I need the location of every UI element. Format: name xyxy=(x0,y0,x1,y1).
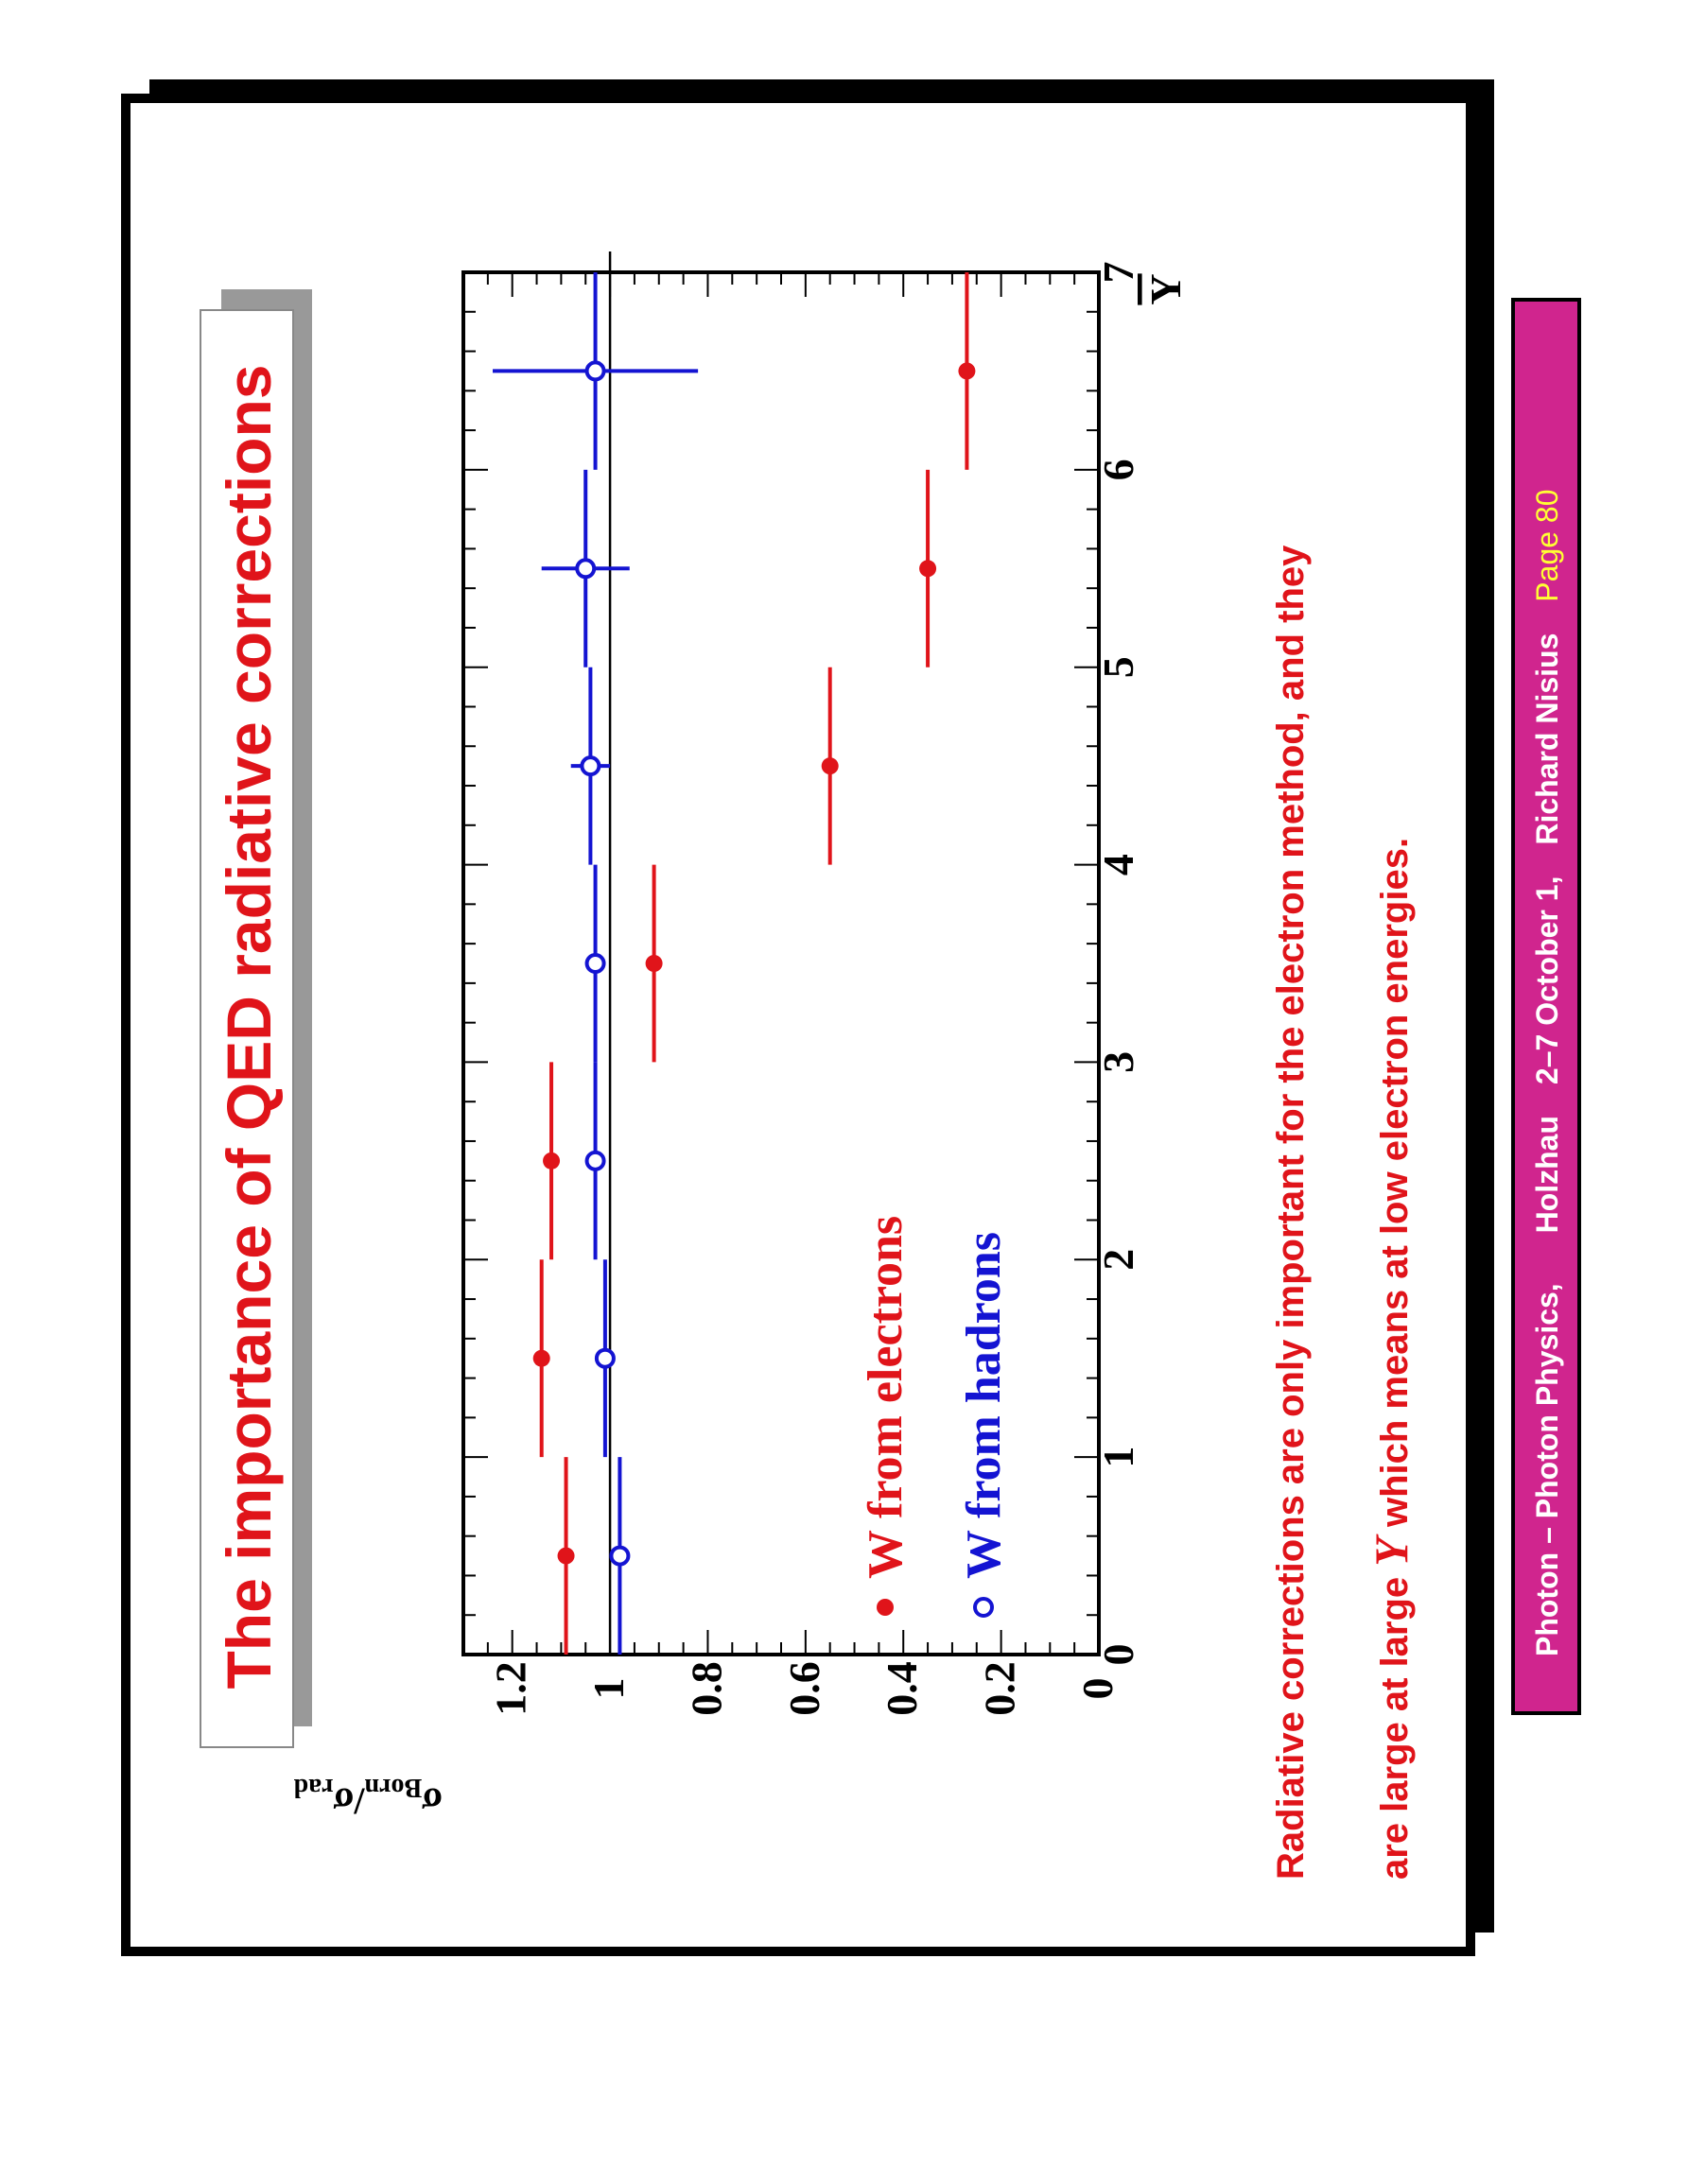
data-point xyxy=(558,1548,575,1565)
data-point xyxy=(597,1350,614,1367)
x-tick-label: 6 xyxy=(1094,459,1142,481)
y-tick-label: 0.4 xyxy=(878,1661,927,1716)
legend-marker-electrons xyxy=(877,1599,894,1616)
x-axis-label: Y xyxy=(1141,273,1190,305)
y-tick-label: 0.6 xyxy=(779,1661,828,1716)
data-point xyxy=(577,560,594,577)
data-point xyxy=(543,1153,560,1170)
data-point xyxy=(958,362,975,379)
caption-line-1: Radiative corrections are only important for the electron method, and they xyxy=(1270,545,1312,1880)
y-tick-label: 1 xyxy=(584,1677,634,1700)
y-tick-label: 0 xyxy=(1073,1677,1122,1700)
data-point xyxy=(533,1350,550,1367)
footer-page: Page 80 xyxy=(1530,489,1564,602)
x-tick-label: 5 xyxy=(1094,656,1142,679)
data-point xyxy=(646,955,663,972)
data-point xyxy=(822,757,839,774)
caption-line-2: are large at large Y which means at low electron energies. xyxy=(1365,837,1418,1880)
x-tick-label: 4 xyxy=(1094,854,1142,876)
footer-author: Richard Nisius xyxy=(1530,633,1564,845)
footer-conference: Photon – Photon Physics, xyxy=(1530,1283,1564,1656)
y-tick-label: 1.2 xyxy=(486,1661,535,1716)
data-point xyxy=(587,1153,604,1170)
data-point xyxy=(919,560,936,577)
legend-marker-hadrons xyxy=(975,1599,992,1616)
legend-label-hadrons: W from hadrons xyxy=(957,1232,1011,1579)
y-tick-label: 0.2 xyxy=(975,1661,1024,1716)
x-tick-label: 1 xyxy=(1094,1446,1142,1468)
legend-label-electrons: W from electrons xyxy=(859,1215,913,1579)
data-point xyxy=(611,1548,628,1565)
x-tick-label: 7 xyxy=(1094,261,1142,284)
x-tick-label: 3 xyxy=(1094,1050,1142,1073)
data-point xyxy=(582,757,599,774)
y-tick-label: 0.8 xyxy=(682,1661,731,1716)
footer-text xyxy=(1530,489,1564,1656)
x-tick-label: 2 xyxy=(1094,1248,1142,1271)
y-axis-label: $\sigma_{Born}/\sigma_{rad}$ xyxy=(293,1773,443,1823)
data-point xyxy=(587,955,604,972)
slide-title: The importance of QED radiative corrections xyxy=(214,364,284,1690)
data-point xyxy=(587,362,604,379)
footer-dates: 2–7 October 1, xyxy=(1530,875,1564,1085)
footer-place: Holzhau xyxy=(1530,1115,1564,1234)
x-tick-label: 0 xyxy=(1094,1643,1142,1666)
